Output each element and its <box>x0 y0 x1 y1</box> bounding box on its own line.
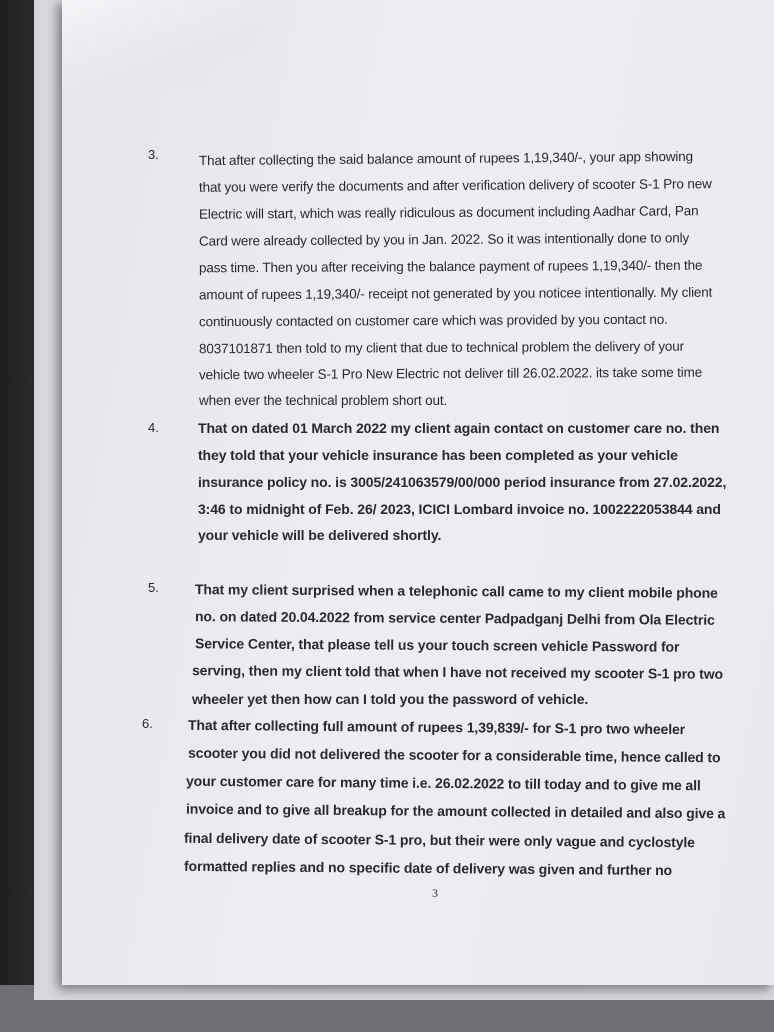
page-corner-fold <box>62 0 262 90</box>
text-line: formatted replies and no specific date of delivery was given and further no <box>183 857 673 879</box>
text-line: your vehicle will be delivered shortly. <box>198 527 442 543</box>
text-line: That on dated 01 March 2022 my client again contact on customer care no. then <box>198 420 720 436</box>
text-line: Card were already collected by you in Jan. 2022. So it was intentionally done to only <box>198 230 690 249</box>
page-number: 3 <box>432 886 438 900</box>
document-page <box>62 0 774 985</box>
text-line: when ever the technical problem short out. <box>199 393 448 408</box>
text-line: insurance policy no. is 3005/241063579/00/000 period insurance from 27.02.2022, <box>198 474 727 490</box>
text-line: That my client surprised when a telephonic call came to my client mobile phone <box>194 581 718 601</box>
paragraph-number: 3. <box>148 147 159 162</box>
text-line: your customer care for many time i.e. 26.02.2022 to till today and to give me all <box>185 772 701 794</box>
text-line: serving, then my client told that when I have not received my scooter S-1 pro two <box>191 662 724 682</box>
text-line: Service Center, that please tell us your touch screen vehicle Password for <box>194 635 680 655</box>
text-line: That after collecting full amount of rupees 1,39,839/- for S-1 pro two wheeler <box>187 716 686 738</box>
text-line: final delivery date of scooter S-1 pro, but their were only vague and cyclostyle <box>183 829 695 851</box>
paragraph-number: 4. <box>148 420 159 435</box>
text-line: scooter you did not delivered the scooter for a considerable time, hence called to <box>187 744 721 766</box>
text-line: that you were verify the documents and after verification delivery of scooter S-1 Pro new <box>198 176 712 195</box>
text-line: vehicle two wheeler S-1 Pro New Electric not deliver till 26.02.2022. its take some time <box>198 364 703 383</box>
text-line: That after collecting the said balance amount of rupees 1,19,340/-, your app showing <box>198 148 694 169</box>
text-line: 8037101871 then told to my client that due to technical problem the delivery of your <box>198 338 685 357</box>
text-line: amount of rupees 1,19,340/- receipt not generated by you noticee intentionally. My client <box>198 284 713 303</box>
text-line: no. on dated 20.04.2022 from service center Padpadganj Delhi from Ola Electric <box>194 608 715 628</box>
text-line: they told that your vehicle insurance has been completed as your vehicle <box>198 447 678 463</box>
text-line: pass time. Then you after receiving the balance payment of rupees 1,19,340/- then the <box>198 257 703 276</box>
text-line: Electric will start, which was really ridiculous as document including Aadhar Card, Pan <box>198 203 699 222</box>
text-line: invoice and to give all breakup for the amount collected in detailed and also give a <box>185 800 726 822</box>
text-line: continuously contacted on customer care which was provided by you contact no. <box>198 311 668 330</box>
text-line: 3:46 to midnight of Feb. 26/ 2023, ICICI Lombard invoice no. 1002222053844 and <box>198 501 721 517</box>
paragraph-number: 5. <box>148 580 159 595</box>
paragraph-number: 6. <box>142 716 153 731</box>
text-line: wheeler yet then how can I told you the password of vehicle. <box>192 691 589 707</box>
